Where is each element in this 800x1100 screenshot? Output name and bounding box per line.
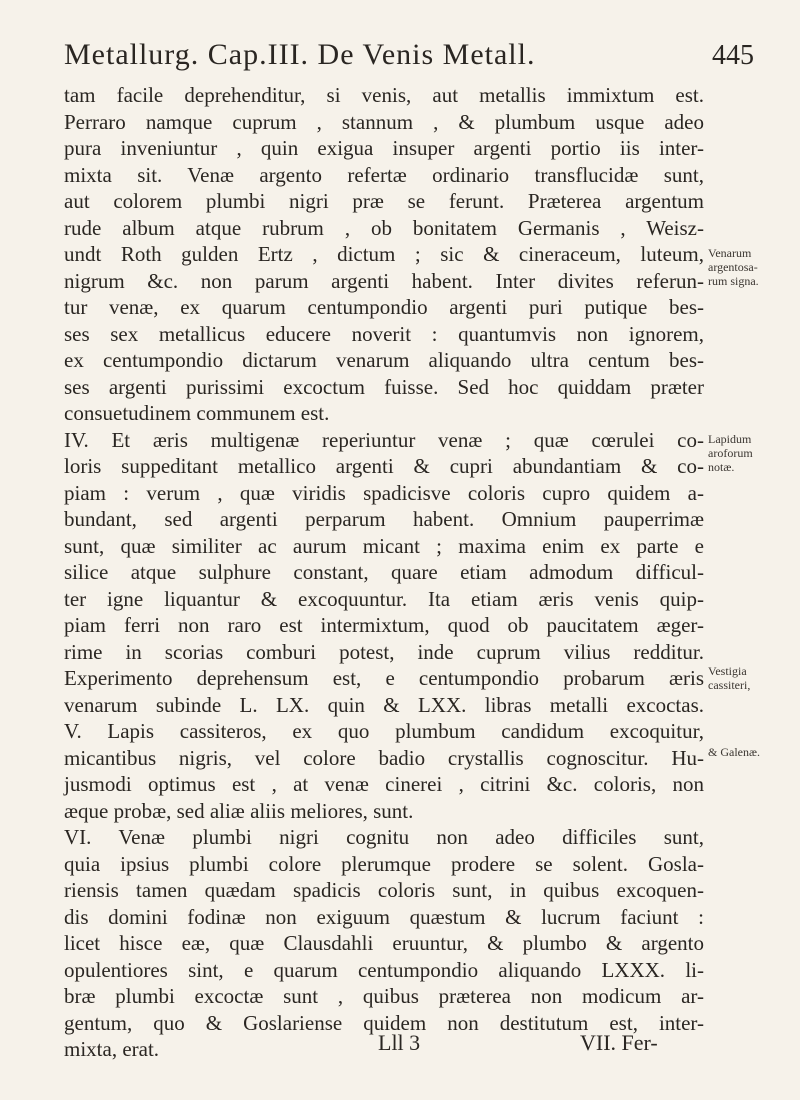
margin-note-cassiterite bbox=[708, 664, 796, 692]
text-line: æque probæ, sed aliæ aliis meliores, sunt. bbox=[64, 798, 414, 823]
signature-mark: Lll 3 bbox=[378, 1030, 421, 1055]
running-head-title: Metallurg. Cap.III. De Venis Metall. bbox=[64, 38, 536, 71]
text-line: rude album atque rubrum , ob bonitatem Germanis , Weisz- bbox=[64, 215, 704, 240]
text-line: piam : verum , quæ viridis spadicisve coloris cupro quidem a- bbox=[64, 480, 704, 505]
text-line: micantibus nigris, vel colore badio crystallis cognoscitur. Hu- bbox=[64, 745, 704, 770]
text-line: mixta sit. Venæ argento refertæ ordinario transflucidæ sunt, bbox=[64, 162, 704, 187]
text-line: venarum subinde L. LX. quin & LXX. libras metalli excoctas. bbox=[64, 692, 704, 717]
text-line: V. Lapis cassiteros, ex quo plumbum candidum excoquitur, bbox=[64, 719, 704, 743]
text-line: tur venæ, ex quarum centumpondio argenti puri putique bes- bbox=[64, 295, 704, 319]
catchword: VII. Fer- bbox=[580, 1030, 658, 1055]
text-line: consuetudinem communem est. bbox=[64, 401, 330, 425]
margin-note-line: & Galenæ. bbox=[708, 745, 760, 759]
text-line: aut colorem plumbi nigri præ se ferunt. Præterea argentum bbox=[64, 189, 704, 213]
margin-note-line: notæ. bbox=[708, 460, 735, 474]
text-line: quia ipsius plumbi colore plerumque prodere se solent. Gosla- bbox=[64, 851, 704, 876]
text-line: tam facile deprehenditur, si venis, aut metallis immixtum est. bbox=[64, 83, 704, 107]
text-line: piam ferri non raro est intermixtum, quod ob paucitatem æger- bbox=[64, 613, 704, 637]
text-line: ter igne liquantur & excoquuntur. Ita etiam æris venis quip- bbox=[64, 586, 704, 611]
margin-note-line: Vestigia bbox=[708, 664, 747, 678]
text-line: dis domini fodinæ non exiguum quæstum & lucrum faciunt : bbox=[64, 904, 704, 929]
text-line: gentum, quo & Goslariense quidem non destitutum est, inter- bbox=[64, 1010, 704, 1035]
page-number: 445 bbox=[712, 40, 754, 71]
text-line: sunt, quæ similiter ac aurum micant ; maxima enim ex parte e bbox=[64, 533, 704, 558]
text-line: ses argenti purissimi excoctum fuisse. Sed hoc quiddam præter bbox=[64, 374, 704, 399]
margin-note-galena bbox=[708, 745, 796, 759]
margin-note-line: rum signa. bbox=[708, 274, 759, 288]
text-line: pura inveniuntur , quin exigua insuper argenti portio iis inter- bbox=[64, 136, 704, 160]
text-line: Perraro namque cuprum , stannum , & plumbum usque adeo bbox=[64, 109, 704, 134]
text-line: nigrum &c. non parum argenti habent. Inter divites referun- bbox=[64, 268, 704, 293]
margin-note-line: cassiteri, bbox=[708, 678, 751, 692]
text-line: bundant, sed argenti perparum habent. Omnium pauperrimæ bbox=[64, 507, 704, 531]
text-line: ses sex metallicus educere noverit : quantumvis non ignorem, bbox=[64, 321, 704, 346]
text-line: silice atque sulphure constant, quare etiam admodum difficul- bbox=[64, 560, 704, 584]
text-line: ex centumpondio dictarum venarum aliquando ultra centum bes- bbox=[64, 348, 704, 372]
running-head bbox=[64, 38, 754, 78]
text-line: riensis tamen quædam spadicis coloris sunt, in quibus excoquen- bbox=[64, 878, 704, 902]
text-line: loris suppeditant metallico argenti & cupri abundantiam & co- bbox=[64, 454, 704, 478]
body-text bbox=[64, 82, 704, 1063]
text-line: jusmodi optimus est , at venæ cinerei , citrini &c. coloris, non bbox=[64, 772, 704, 796]
margin-note-copper-stones bbox=[708, 432, 796, 474]
margin-note-line: Venarum bbox=[708, 246, 752, 260]
text-line: bræ plumbi excoctæ sunt , quibus præterea non modicum ar- bbox=[64, 984, 704, 1008]
text-line: mixta, erat. bbox=[64, 1037, 160, 1061]
text-line: opulentiores sint, e quarum centumpondio aliquando LXXX. li- bbox=[64, 957, 704, 982]
text-line: IV. Et æris multigenæ reperiuntur venæ ; quæ cœrulei co- bbox=[64, 427, 704, 452]
text-line: rime in scorias comburi potest, inde cuprum vilius redditur. bbox=[64, 639, 704, 664]
text-line: undt Roth gulden Ertz , dictum ; sic & cineraceum, luteum, bbox=[64, 242, 704, 266]
text-line: VI. Venæ plumbi nigri cognitu non adeo difficiles sunt, bbox=[64, 825, 704, 849]
margin-note-silver-veins bbox=[708, 246, 796, 288]
text-line: Experimento deprehensum est, e centumpondio probarum æris bbox=[64, 666, 704, 690]
margin-note-line: Lapidum bbox=[708, 432, 752, 446]
text-line: licet hisce eæ, quæ Clausdahli eruuntur, & plumbo & argento bbox=[64, 931, 704, 955]
margin-note-line: argentosa- bbox=[708, 260, 758, 274]
margin-note-line: aroforum bbox=[708, 446, 753, 460]
